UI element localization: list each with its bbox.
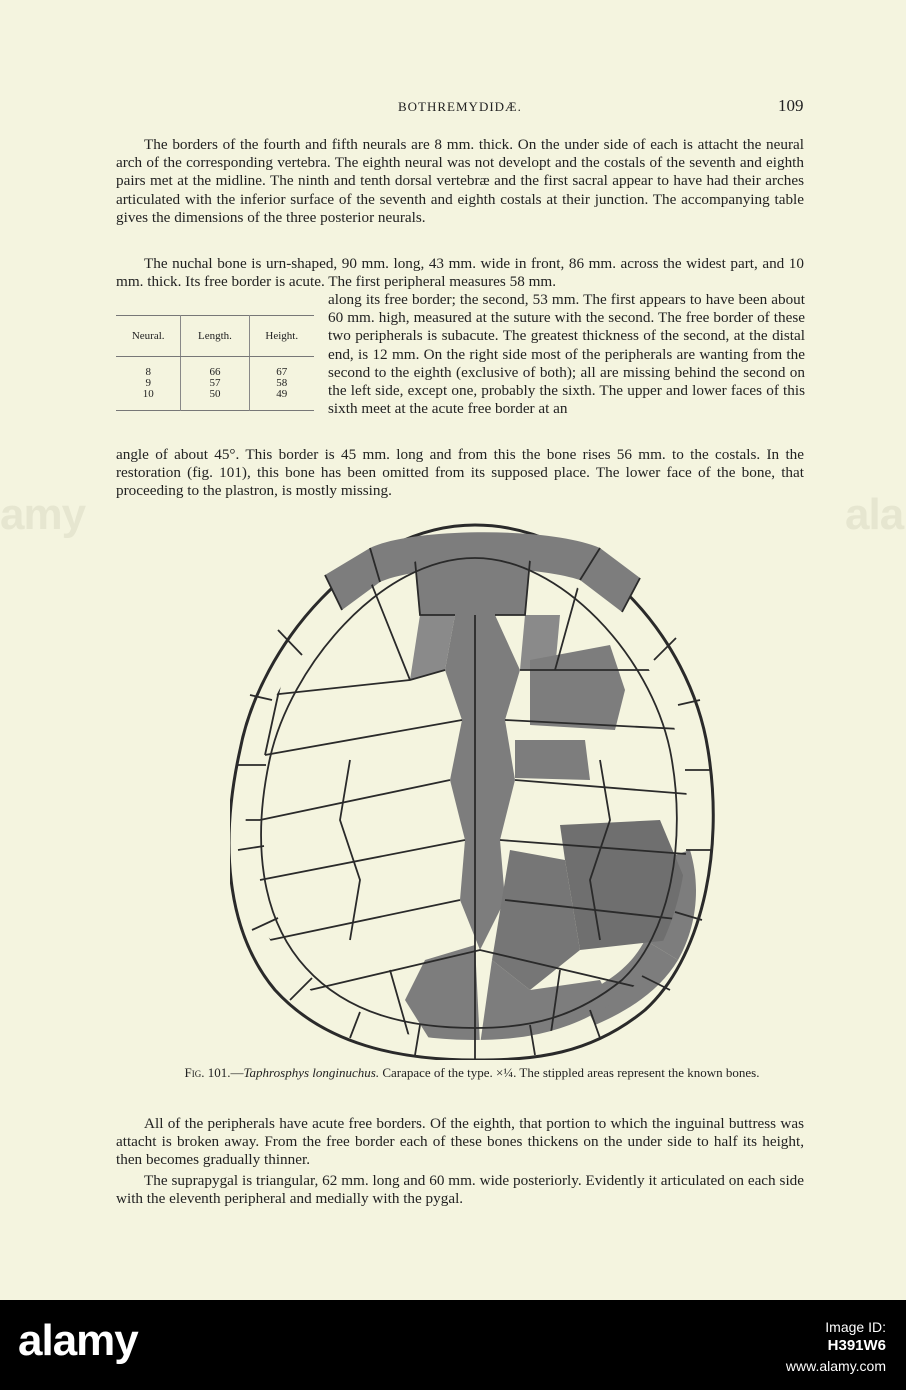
paragraph-peripherals: All of the peripherals have acute free borders. Of the eighth, that portion to which the inguinal buttress was attacht is broken away. From the free border each of these bones thickens on the under side to half its height, then becomes gradually thinner.	[116, 1115, 804, 1169]
table-cell: 8	[145, 366, 151, 378]
figure-scale: ×¼.	[496, 1065, 517, 1080]
table-cell: 49	[249, 389, 314, 400]
running-head: BOTHREMYDIDÆ.	[398, 99, 522, 114]
table-cell: 10	[142, 388, 154, 400]
paragraph-nuchal-tail: angle of about 45°. This border is 45 mm. long and from this the bone rises 56 mm. to the costals. In the restoration (fig. 101), this bone has been omitted from its supposed place. The lower face of the bone, that proceeding to the plastron, is mostly missing.	[116, 446, 804, 500]
watermark-logo-right: ala	[845, 490, 904, 539]
table-header: Neural.	[116, 316, 181, 357]
costal-right-6	[560, 820, 685, 950]
table-cell: 58	[249, 378, 314, 389]
figure-caption-text-1: Carapace of the type.	[382, 1065, 493, 1080]
costal-right-2	[530, 645, 625, 730]
table-cell: 66	[181, 367, 249, 378]
table-header: Height.	[249, 316, 314, 357]
table-cell: 9	[145, 377, 151, 389]
watermark-url: www.alamy.com	[785, 1358, 886, 1374]
watermark-logo-left: amy	[0, 490, 86, 539]
figure-caption: Fig. 101.—Taphrosphys longinuchus. Carapace of the type. ×¼. The stippled areas represent the known bones.	[184, 1065, 760, 1080]
nuchal-plate	[415, 560, 530, 615]
figure-caption-text-2: The stippled areas represent the known bones.	[519, 1065, 760, 1080]
paragraph-neurals: The borders of the fourth and fifth neurals are 8 mm. thick. On the under side of each is attacht the neural arch of the corresponding vertebra. The eighth neural was not developt and the costals of the seventh and eighth pairs met at the midline. The ninth and tenth dorsal vertebræ and the first sacral appear to have had their arches articulated with the inferior surface of the seventh and eighth costals at their junction. The accompanying table gives the dimensions of the three posterior neurals.	[116, 136, 804, 226]
table-header-row	[116, 316, 314, 357]
paragraph-nuchal-lead: The nuchal bone is urn-shaped, 90 mm. long, 43 mm. wide in front, 86 mm. across the widest part, and 10 mm. thick. Its free border is acute. The first peripheral measures 58 mm.	[116, 255, 804, 291]
paragraph-suprapygal: The suprapygal is triangular, 62 mm. long and 60 mm. wide posteriorly. Evidently it articulated on each side with the eleventh peripheral and medially with the pygal.	[116, 1172, 804, 1208]
figure-label: Fig. 101.	[184, 1065, 231, 1080]
table-row	[116, 389, 314, 400]
paragraph-nuchal-wrap: along its free border; the second, 53 mm. The first appears to have been about 60 mm. high, measured at the suture with the second. The free border of these two peripherals is subacute. The greatest thickness of the second, at the distal end, is 12 mm. On the right side most of the peripherals are wanting from the second to the eighth (exclusive of both); all are missing behind the second on the left side, except one, probably the sixth. The upper and lower faces of this sixth meet at the acute free border at an	[328, 291, 805, 418]
watermark-logo: alamy	[18, 1316, 138, 1365]
table-header: Length.	[181, 316, 249, 357]
costal-right-4	[515, 740, 590, 780]
table-cell: 50	[181, 389, 249, 400]
image-id-value: H391W6	[827, 1337, 886, 1354]
table-cell: 57	[181, 378, 249, 389]
figure-species: Taphrosphys longinuchus.	[243, 1065, 380, 1080]
neural-dimensions-table	[116, 315, 314, 411]
carapace-figure	[230, 520, 720, 1060]
watermark-image-id	[825, 1318, 886, 1355]
page-number: 109	[778, 96, 804, 115]
table-cell: 67	[249, 367, 314, 378]
image-id-label: Image ID:	[825, 1319, 886, 1335]
